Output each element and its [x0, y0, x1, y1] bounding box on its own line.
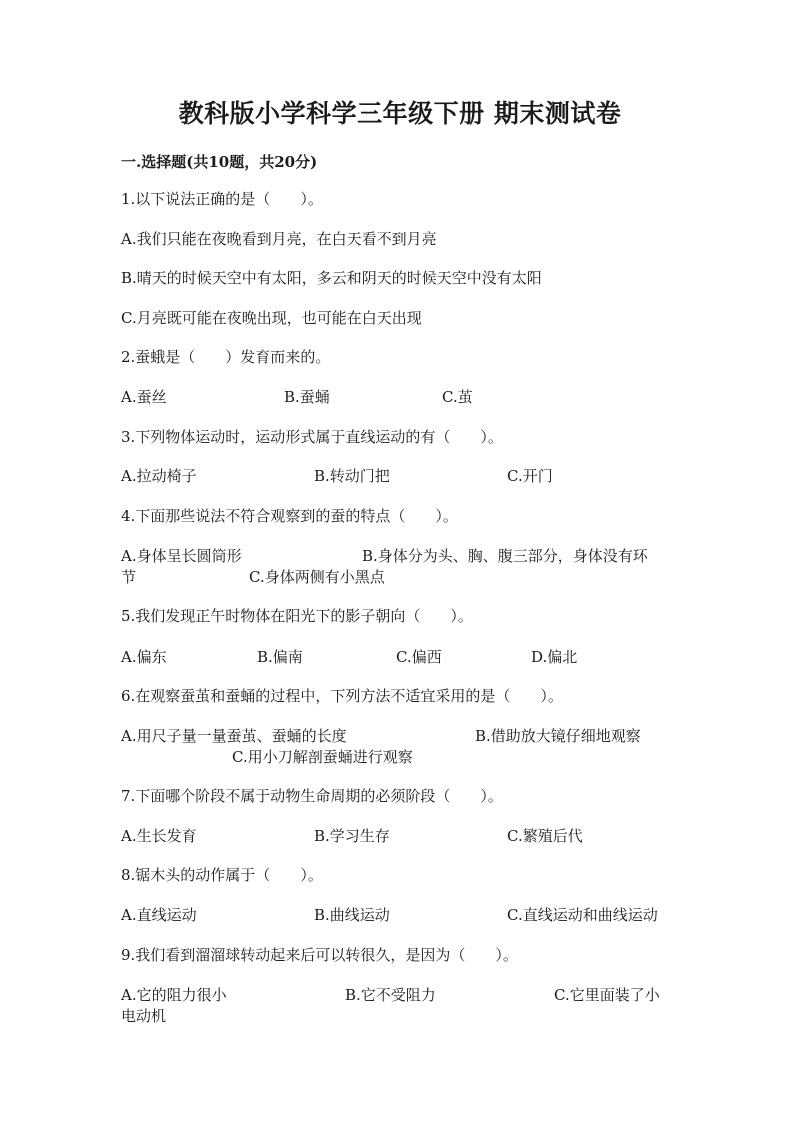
- q4-option-a: A.身体呈长圆筒形: [121, 547, 242, 565]
- q3-option-a: A.拉动椅子: [121, 467, 197, 485]
- q9-options-row2: [121, 1005, 681, 1027]
- q8-option-a: A.直线运动: [121, 906, 197, 924]
- question-4: 4.下面那些说法不符合观察到的蚕的特点（ ）。: [121, 507, 458, 525]
- q7-option-b: B.学习生存: [314, 827, 390, 845]
- q4-options-row2: [121, 566, 681, 588]
- q7-option-c: C.繁殖后代: [507, 827, 583, 845]
- q3-option-c: C.开门: [507, 467, 553, 485]
- q4-option-c: C.身体两侧有小黑点: [249, 568, 385, 586]
- q4-option-b-cont: 节: [121, 568, 137, 586]
- q1-option-b: B.晴天的时候天空中有太阳，多云和阴天的时候天空中没有太阳: [121, 269, 542, 287]
- q7-option-a: A.生长发育: [121, 827, 197, 845]
- q6-option-c: C.用小刀解剖蚕蛹进行观察: [232, 748, 413, 766]
- q9-options-row1: [121, 984, 681, 1006]
- q9-option-b: B.它不受阻力: [345, 986, 436, 1004]
- q2-option-b: B.蚕蛹: [284, 388, 330, 406]
- question-2: 2.蚕蛾是（ ）发育而来的。: [121, 348, 331, 366]
- q9-option-c-cont: 电动机: [121, 1007, 167, 1025]
- q6-options-row1: [121, 725, 681, 747]
- q1-option-a: A.我们只能在夜晚看到月亮，在白天看不到月亮: [121, 230, 437, 248]
- q6-option-a: A.用尺子量一量蚕茧、蚕蛹的长度: [121, 727, 347, 745]
- q5-option-d: D.偏北: [531, 648, 578, 666]
- q8-option-b: B.曲线运动: [314, 906, 390, 924]
- question-9: 9.我们看到溜溜球转动起来后可以转很久，是因为（ ）。: [121, 946, 518, 964]
- question-5: 5.我们发现正午时物体在阳光下的影子朝向（ ）。: [121, 607, 473, 625]
- q2-option-c: C.茧: [442, 388, 473, 406]
- question-7: 7.下面哪个阶段不属于动物生命周期的必须阶段（ ）。: [121, 787, 503, 805]
- section-heading: 一.选择题(共10题，共20分): [121, 153, 318, 171]
- question-6: 6.在观察蚕茧和蚕蛹的过程中，下列方法不适宜采用的是（ ）。: [121, 687, 563, 705]
- question-8: 8.锯木头的动作属于（ ）。: [121, 866, 323, 884]
- q2-option-a: A.蚕丝: [121, 388, 167, 406]
- q3-options: [121, 465, 681, 487]
- q6-option-b: B.借助放大镜仔细地观察: [475, 727, 641, 745]
- question-1: 1.以下说法正确的是（ ）。: [121, 190, 323, 208]
- q5-option-b: B.偏南: [257, 648, 303, 666]
- q5-options: [121, 646, 681, 668]
- question-3: 3.下列物体运动时，运动形式属于直线运动的有（ ）。: [121, 428, 503, 446]
- q5-option-a: A.偏东: [121, 648, 167, 666]
- q5-option-c: C.偏西: [396, 648, 442, 666]
- q8-option-c: C.直线运动和曲线运动: [507, 906, 658, 924]
- q4-option-b: B.身体分为头、胸、腹三部分，身体没有环: [362, 547, 648, 565]
- q4-options-row1: [121, 545, 681, 567]
- q3-option-b: B.转动门把: [314, 467, 390, 485]
- q2-options: [121, 386, 681, 408]
- q8-options: [121, 904, 681, 926]
- q9-option-c: C.它里面装了小: [554, 986, 660, 1004]
- q6-options-row2: [121, 746, 681, 768]
- page-title: 教科版小学科学三年级下册 期末测试卷: [178, 99, 622, 128]
- q7-options: [121, 825, 681, 847]
- q1-option-c: C.月亮既可能在夜晚出现，也可能在白天出现: [121, 309, 422, 327]
- q9-option-a: A.它的阻力很小: [121, 986, 227, 1004]
